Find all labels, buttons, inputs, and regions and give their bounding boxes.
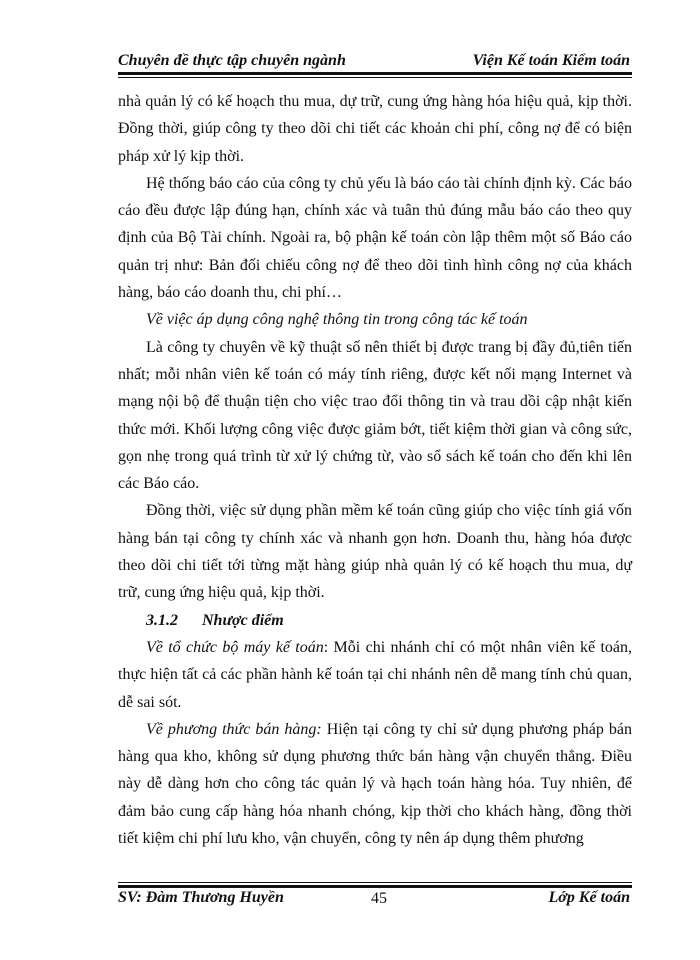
page-body [118,88,632,852]
section-heading [118,607,632,634]
footer-rule-thin [118,882,632,883]
header-institute: Viện Kế toán Kiểm toán [472,52,630,69]
paragraph: Đồng thời, việc sử dụng phần mềm kế toán cũng giúp cho việc tính giá vốn hàng bán tại công ty chính xác và nhanh gọn hơn. Doanh thu, hàng hóa được theo dõi chi tiết tới từng mặt hàng giúp nhà quản lý có kế hoạch thu mua, dự trữ, cung ứng hiệu quả, kịp thời. [118,502,632,602]
subheading: Về việc áp dụng công nghệ thông tin trong công tác kế toán [146,311,528,329]
page-footer [118,886,632,912]
page-number: 45 [371,890,387,907]
paragraph-lead: Về phương thức bán hàng: [146,720,322,738]
paragraph-text: Hiện tại công ty chỉ sử dụng phương pháp bán hàng qua kho, không sử dụng phương thức bán hàng vận chuyển thẳng. Điều này dễ dàng hơn cho công tác quản lý và hạch toán hàng hóa. Tuy nhiên, để đảm bảo cung cấp hàng hóa nhanh chóng, kịp thời cho khách hàng, đồng thời tiết kiệm chi phí lưu kho, vận chuyển, công ty nên áp dụng thêm phương [118,720,633,848]
header-rule-thin [118,77,632,78]
header-course-title: Chuyên đề thực tập chuyên ngành [118,52,346,69]
paragraph [118,634,632,716]
footer-student: SV: Đàm Thương Huyền [118,889,284,906]
paragraph-lead: Về tổ chức bộ máy kế toán [146,638,324,656]
section-number: 3.1.2 [146,611,178,629]
paragraph: Là công ty chuyên về kỹ thuật số nên thiết bị được trang bị đầy đủ,tiên tiến nhất; mỗi nhân viên kế toán có máy tính riêng, được kết nối mạng Internet và mạng nội bộ để thuận tiện cho việc trao đổi thông tin và trau dồi cập nhật kiến thức mới. Khối lượng công việc được giảm bớt, tiết kiệm thời gian và công sức, gọn nhẹ trong quá trình từ xử lý chứng từ, vào sổ sách kế toán cho đến khi lên các Báo cáo. [118,338,632,493]
paragraph: nhà quản lý có kế hoạch thu mua, dự trữ, cung ứng hàng hóa hiệu quả, kịp thời. Đồng thời, giúp công ty theo dõi chi tiết các khoản chi phí, công nợ để có biện pháp xử lý kịp thời. [118,93,632,165]
paragraph-text: : Mỗi chi nhánh chỉ có một nhân viên kế toán, thực hiện tất cả các phần hành kế toán tại chi nhánh nên dễ mang tính chủ quan, dễ sai sót. [118,638,632,711]
footer-class: Lớp Kế toán [548,889,630,906]
paragraph: Hệ thống báo cáo của công ty chủ yếu là báo cáo tài chính định kỳ. Các báo cáo đều được lập đúng hạn, chính xác và tuân thủ đúng mẫu báo cáo theo quy định của Bộ Tài chính. Ngoài ra, bộ phận kế toán còn lập thêm một số Báo cáo quản trị như: Bản đối chiếu công nợ để theo dõi tình hình công nợ của khách hàng, báo cáo doanh thu, chi phí… [118,174,632,302]
paragraph [118,716,632,852]
header-rule-thick [118,72,632,75]
section-title: Nhược điểm [202,611,284,629]
